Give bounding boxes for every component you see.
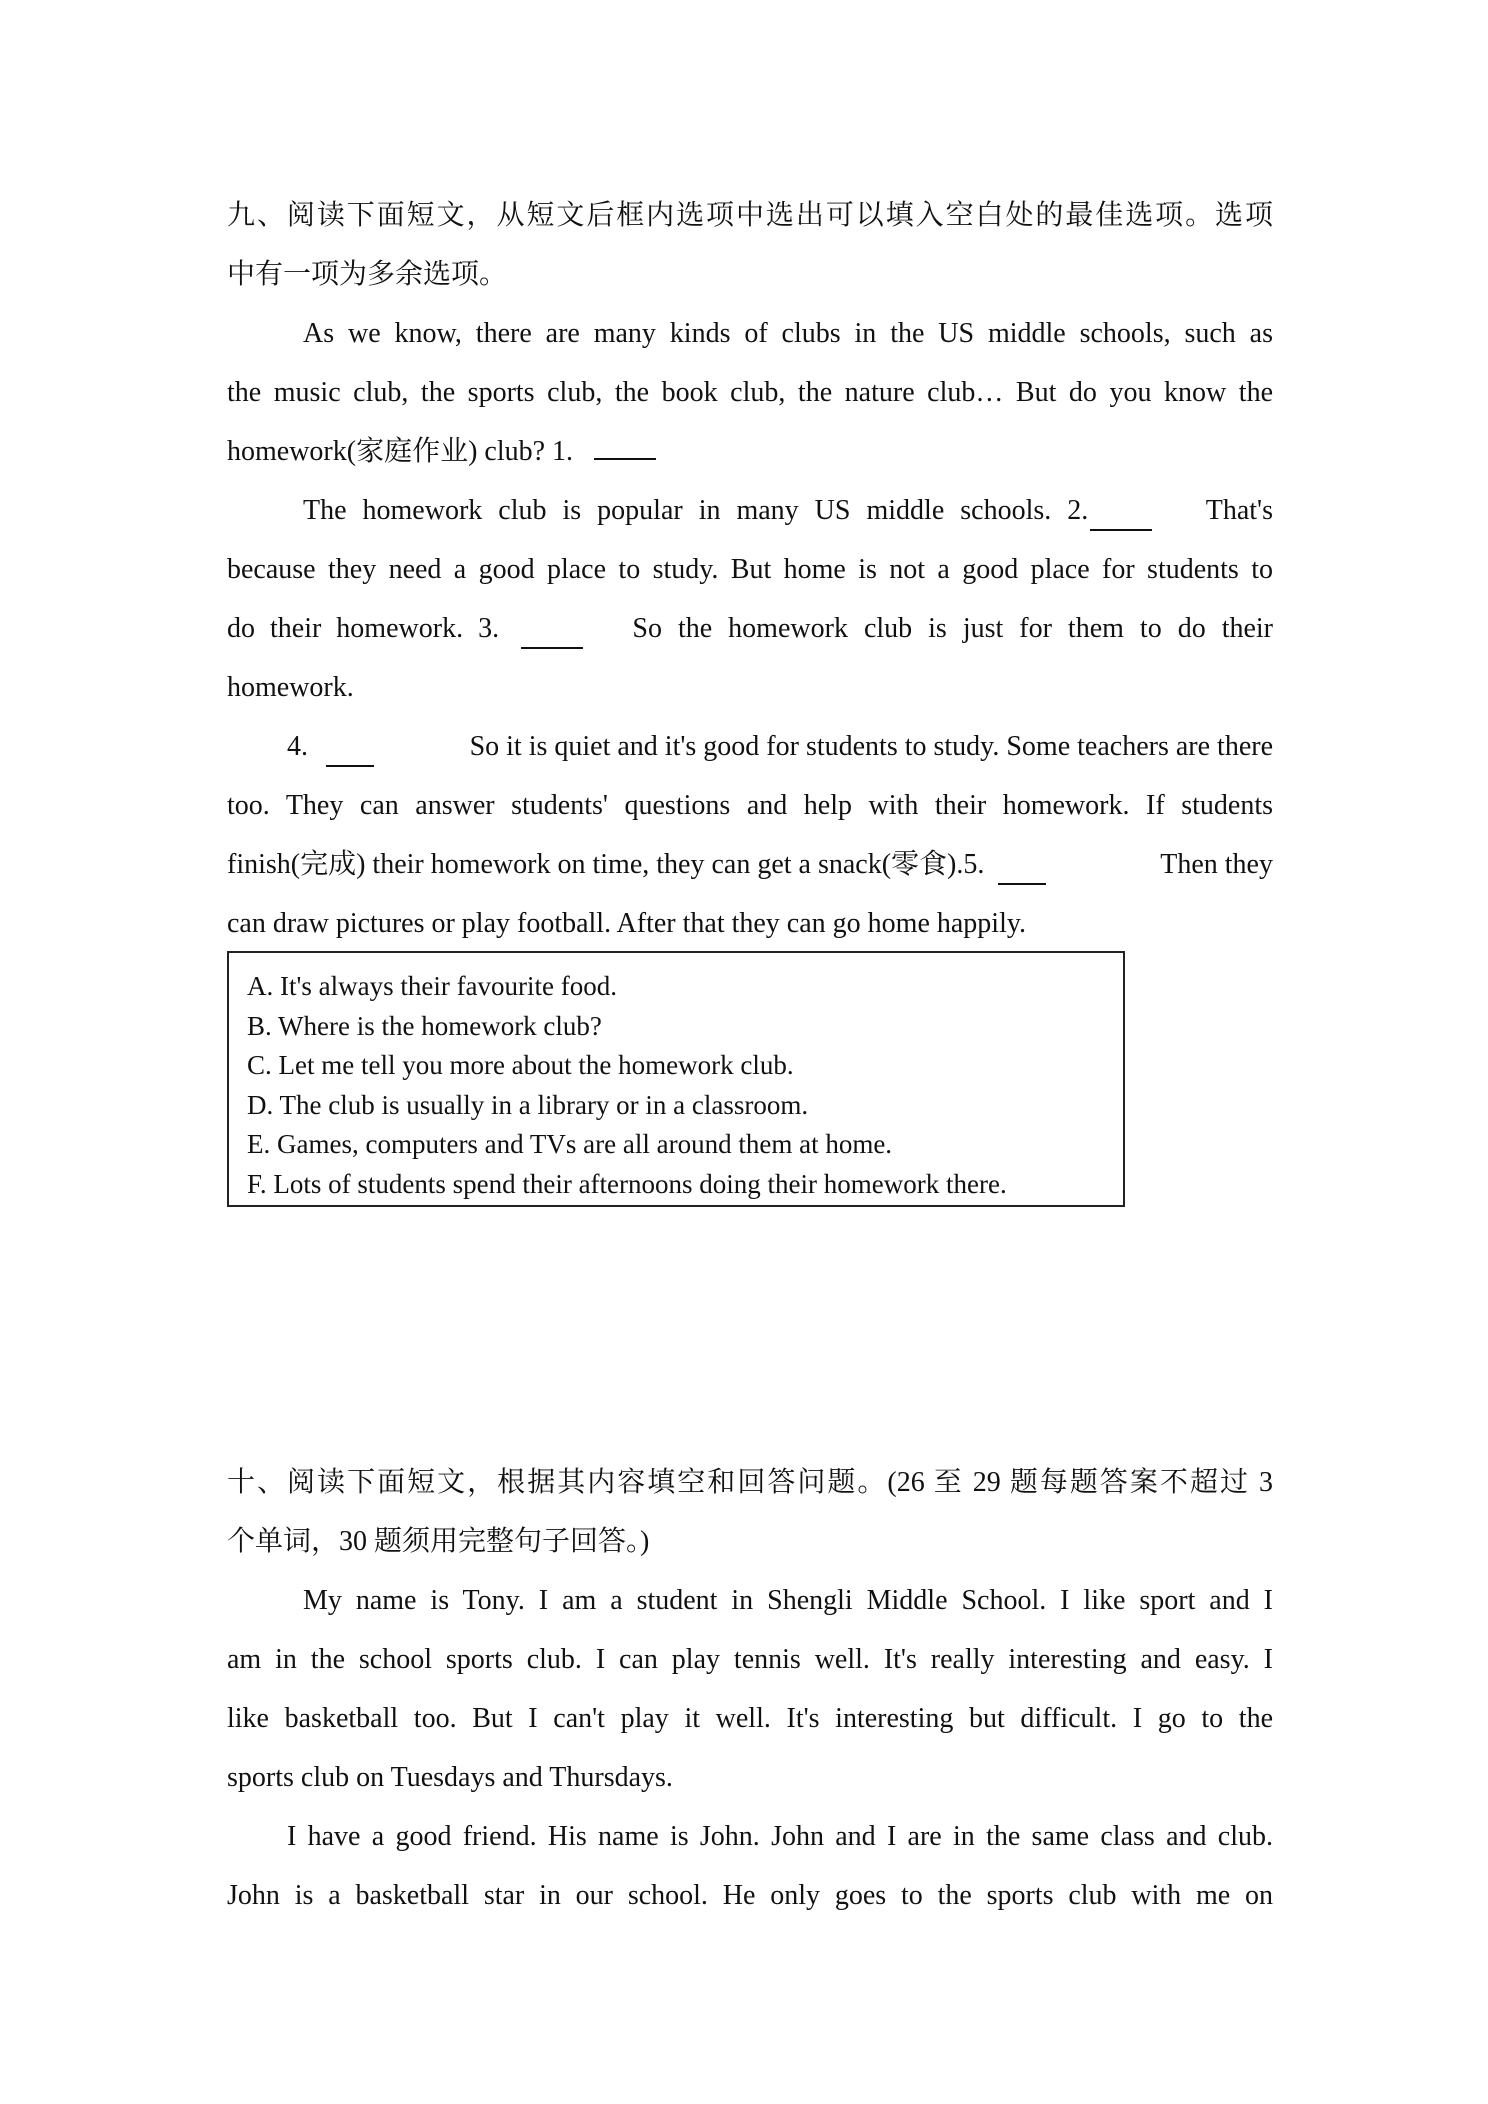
section-ten (227, 1453, 1273, 1925)
passage-p2-line1-end: That's (1205, 495, 1273, 526)
answer-blank-2[interactable] (1090, 507, 1152, 531)
section-nine-heading-line1: 九、阅读下面短文，从短文后框内选项中选出可以填入空白处的最佳选项。选项 (227, 200, 1273, 231)
passage-p2-line1-text: The homework club is popular in many US middle schools. 2. (303, 495, 1089, 526)
passage2-p2-line2: John is a basketball star in our school. He only goes to the sports club with me on (227, 1880, 1273, 1911)
passage-p2-line2: because they need a good place to study. But home is not a good place for students to (227, 554, 1273, 585)
passage-p2-line3-end: So the homework club is just for them to do their (632, 613, 1273, 644)
passage-p3-line2: too. They can answer students' questions and help with their homework. If students (227, 790, 1273, 821)
passage-p1-line3-text: homework(家庭作业) club? 1. (227, 436, 574, 467)
section-ten-heading-line1: 十、阅读下面短文，根据其内容填空和回答问题。(26 至 29 题每题答案不超过 3 (227, 1467, 1273, 1498)
options-box (227, 951, 1125, 1207)
section-nine-heading-line2: 中有一项为多余选项。 (227, 259, 508, 290)
passage-p3-line1-text: So it is quiet and it's good for students to study. Some teachers are there (469, 731, 1273, 762)
section-ten-heading-line2: 个单词，30 题须用完整句子回答。) (227, 1526, 650, 1557)
option-e[interactable]: E. Games, computers and TVs are all around them at home. (247, 1129, 893, 1159)
passage-p1-line3 (227, 422, 1273, 481)
option-a[interactable]: A. It's always their favourite food. (247, 971, 618, 1001)
passage-p2-line3 (227, 599, 1273, 658)
option-c[interactable]: C. Let me tell you more about the homework club. (247, 1050, 794, 1080)
passage-p2-line1 (227, 481, 1273, 540)
option-d[interactable]: D. The club is usually in a library or in a classroom. (247, 1089, 809, 1120)
option-f[interactable]: F. Lots of students spend their afternoons doing their homework there. (247, 1168, 1007, 1199)
passage2-p1-line4: sports club on Tuesdays and Thursdays. (227, 1762, 673, 1793)
passage2-p1-line3: like basketball too. But I can't play it well. It's interesting but difficult. I go to the (227, 1703, 1273, 1734)
answer-blank-3[interactable] (521, 625, 583, 649)
passage-p1-line1: As we know, there are many kinds of clubs in the US middle schools, such as (303, 318, 1273, 349)
passage-p3-line3-end: Then they (1160, 849, 1273, 880)
passage-p2-line3-text: do their homework. 3. (227, 613, 500, 644)
section-nine (227, 186, 1273, 953)
passage-p3-line4: can draw pictures or play football. After that they can go home happily. (227, 908, 1027, 939)
passage2-p1-line2: am in the school sports club. I can play tennis well. It's really interesting and easy. I (227, 1644, 1273, 1675)
option-b[interactable]: B. Where is the homework club? (247, 1010, 602, 1041)
passage-p3-line3 (227, 835, 1273, 894)
passage-p2-line4: homework. (227, 672, 354, 703)
passage-p3-line1-num: 4. (287, 731, 308, 762)
answer-blank-4[interactable] (326, 743, 374, 767)
passage-p3-line1 (227, 717, 1273, 776)
passage2-p1-line1: My name is Tony. I am a student in Shengli Middle School. I like sport and I (303, 1585, 1273, 1616)
passage2-p2-line1: I have a good friend. His name is John. John and I are in the same class and club. (287, 1821, 1273, 1852)
passage-p3-line3-text: finish(完成) their homework on time, they can get a snack(零食).5. (227, 849, 985, 880)
answer-blank-5[interactable] (998, 861, 1046, 885)
answer-blank-1[interactable] (594, 436, 656, 460)
passage-p1-line2: the music club, the sports club, the book club, the nature club… But do you know the (227, 377, 1273, 408)
